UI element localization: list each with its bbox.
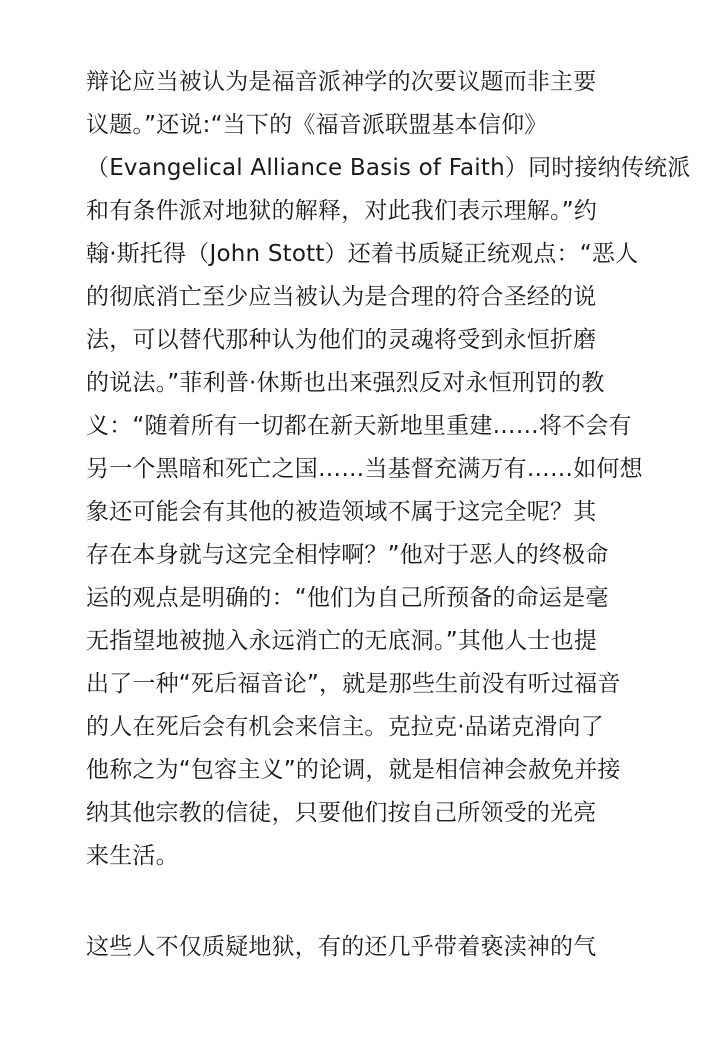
text-line: 运的观点是明确的：“他们为自己所预备的命运是毫 bbox=[86, 585, 609, 611]
text-line: 翰·斯托得（John Stott）还着书质疑正统观点：“恶人 bbox=[86, 241, 639, 267]
text-line: 的人在死后会有机会来信主。克拉克·品诺克滑向了 bbox=[86, 714, 604, 740]
text-line: 他称之为“包容主义”的论调，就是相信神会赦免并接 bbox=[86, 757, 621, 783]
text-line: 的彻底消亡至少应当被认为是合理的符合圣经的说 bbox=[86, 284, 597, 310]
text-line: 辩论应当被认为是福音派神学的次要议题而非主要 bbox=[86, 69, 597, 95]
paragraph-1 bbox=[86, 61, 691, 878]
text-line: 纳其他宗教的信徒，只要他们按自己所领受的光亮 bbox=[86, 800, 597, 826]
text-line: 无指望地被抛入永远消亡的无底洞。”其他人士也提 bbox=[86, 628, 598, 654]
text-line: 存在本身就与这完全相悖啊？”他对于恶人的终极命 bbox=[86, 542, 609, 568]
text-line: 这些人不仅质疑地狱，有的还几乎带着亵渎神的气 bbox=[86, 934, 597, 960]
paragraph-2 bbox=[86, 926, 646, 969]
text-line: 另一个黑暗和死亡之国……当基督充满万有……如何想 bbox=[86, 456, 643, 482]
text-line: 来生活。 bbox=[86, 843, 179, 869]
text-line: 出了一种“死后福音论”，就是那些生前没有听过福音 bbox=[86, 671, 621, 697]
text-line: （Evangelical Alliance Basis of Faith）同时接纳传统派 bbox=[86, 155, 691, 181]
text-line: 和有条件派对地狱的解释，对此我们表示理解。”约 bbox=[86, 198, 598, 224]
text-line: 法，可以替代那种认为他们的灵魂将受到永恒折磨 bbox=[86, 327, 597, 353]
text-line: 议题。”还说:“当下的《福音派联盟基本信仰》 bbox=[86, 112, 548, 138]
text-line: 的说法。”菲利普·休斯也出来强烈反对永恒刑罚的教 bbox=[86, 370, 605, 396]
text-line: 象还可能会有其他的被造领域不属于这完全呢？其 bbox=[86, 499, 597, 525]
text-line: 义：“随着所有一切都在新天新地里重建……将不会有 bbox=[86, 413, 632, 439]
